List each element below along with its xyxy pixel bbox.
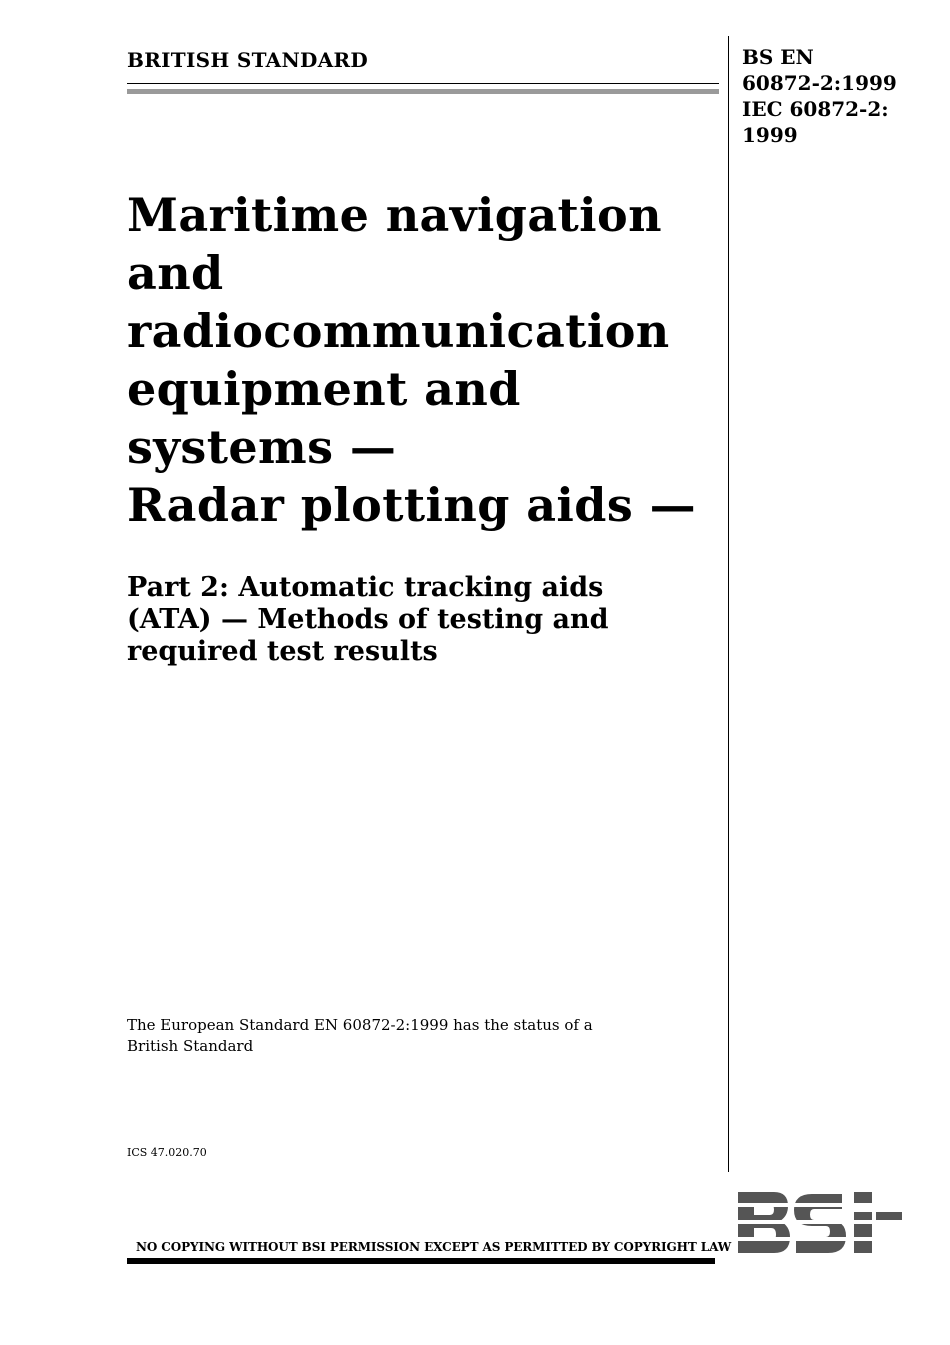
subtitle-line: required test results <box>127 636 438 667</box>
ics-code: ICS 47.020.70 <box>127 1146 207 1159</box>
header-rule-thick <box>127 89 719 94</box>
standard-number-line: 60872-2:1999 <box>742 71 897 95</box>
footer-bar <box>127 1258 715 1264</box>
title-line: equipment and <box>127 362 521 416</box>
standard-number-line: 1999 <box>742 123 798 147</box>
status-line: The European Standard EN 60872-2:1999 has the status of a <box>127 1016 593 1034</box>
status-line: British Standard <box>127 1037 254 1055</box>
title-line: radiocommunication <box>127 304 670 358</box>
header-rule-thin <box>127 83 719 84</box>
bsi-logo <box>736 1190 906 1256</box>
document-subtitle <box>127 572 717 668</box>
title-line: and <box>127 246 224 300</box>
title-line: systems — <box>127 420 397 474</box>
title-line: Maritime navigation <box>127 188 662 242</box>
document-title <box>127 186 717 534</box>
vertical-divider <box>728 36 729 1172</box>
document-type-label: BRITISH STANDARD <box>127 48 369 72</box>
copyright-notice: NO COPYING WITHOUT BSI PERMISSION EXCEPT AS PERMITTED BY COPYRIGHT LAW <box>136 1240 732 1254</box>
subtitle-line: (ATA) — Methods of testing and <box>127 604 609 635</box>
status-statement <box>127 1015 607 1057</box>
standard-number-line: IEC 60872-2: <box>742 97 889 121</box>
standard-number-line: BS EN <box>742 45 814 69</box>
standard-numbers <box>742 44 942 148</box>
title-line: Radar plotting aids — <box>127 478 696 532</box>
subtitle-line: Part 2: Automatic tracking aids <box>127 572 604 603</box>
